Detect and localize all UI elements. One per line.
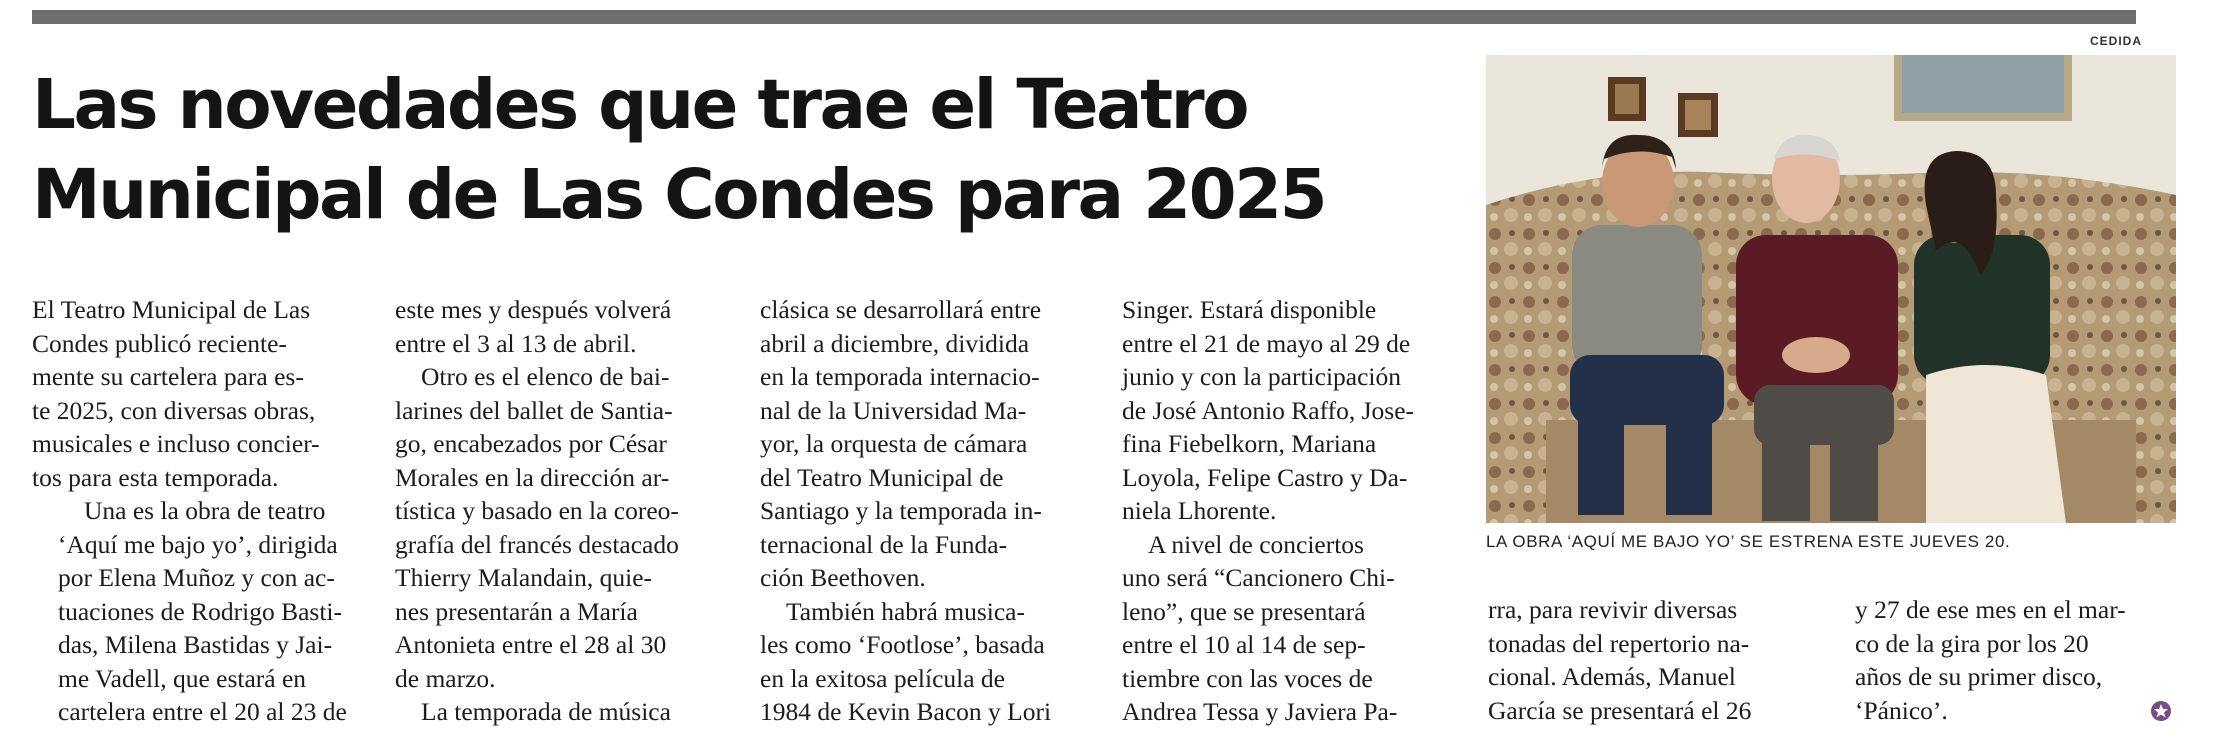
text-line: cartelera entre el 20 al 23 de bbox=[58, 697, 347, 726]
paragraph bbox=[32, 494, 362, 729]
text-line: musicales e incluso concier- bbox=[32, 429, 320, 458]
text-line: Condes publicó reciente- bbox=[32, 328, 287, 358]
article-column-6 bbox=[1855, 593, 2175, 727]
text-line: 1984 de Kevin Bacon y Lori bbox=[760, 697, 1052, 726]
text-line: nes presentarán a María bbox=[395, 596, 638, 626]
text-line: tonadas del repertorio na- bbox=[1488, 628, 1750, 658]
text-line: Santiago y la temporada in- bbox=[760, 496, 1042, 525]
article-column-1 bbox=[32, 293, 362, 729]
text-line: Thierry Malandain, quie- bbox=[395, 563, 653, 592]
text-line: entre el 3 al 13 de abril. bbox=[395, 328, 637, 358]
text-line: de marzo. bbox=[395, 663, 496, 693]
text-line: Singer. Estará disponible bbox=[1122, 295, 1377, 324]
photo-illustration bbox=[1486, 55, 2176, 523]
text-line: larines del ballet de Santia- bbox=[395, 395, 673, 425]
text-line: Una es la obra de teatro bbox=[84, 496, 326, 525]
photo-caption: LA OBRA ‘AQUÍ ME BAJO YO’ SE ESTRENA ESTE JUEVES 20. bbox=[1486, 532, 2011, 551]
text-line: ción Beethoven. bbox=[760, 563, 926, 592]
headline-line-1: Las novedades que trae el Teatro bbox=[32, 65, 1248, 145]
text-line: me Vadell, que estará en bbox=[58, 663, 307, 693]
text-line: Antonieta entre el 28 al 30 bbox=[395, 630, 667, 659]
headline bbox=[32, 60, 1472, 240]
text-line: este mes y después volverá bbox=[395, 295, 672, 324]
text-line: fina Fiebelkorn, Mariana bbox=[1122, 429, 1377, 458]
text-line: La temporada de música bbox=[421, 697, 671, 726]
text-line: El Teatro Municipal de Las bbox=[32, 295, 311, 324]
text-line: García se presentará el 26 bbox=[1488, 695, 1752, 725]
text-line: tística y basado en la coreo- bbox=[395, 496, 679, 525]
text-line: Loyola, Felipe Castro y Da- bbox=[1122, 462, 1408, 492]
text-line: tuaciones de Rodrigo Basti- bbox=[58, 596, 342, 626]
text-line: rra, para revivir diversas bbox=[1488, 595, 1738, 624]
article-column-3 bbox=[760, 293, 1090, 729]
article-column-4 bbox=[1122, 293, 1452, 729]
text-line: leno”, que se presentará bbox=[1122, 596, 1366, 626]
text-line: Otro es el elenco de bai- bbox=[421, 362, 670, 391]
article-photo bbox=[1486, 55, 2176, 523]
text-line: y 27 de ese mes en el mar- bbox=[1855, 595, 2126, 624]
text-line: uno será “Cancionero Chi- bbox=[1122, 563, 1395, 592]
paragraph bbox=[1122, 293, 1452, 528]
paragraph bbox=[1855, 593, 2175, 727]
top-rule bbox=[32, 10, 2136, 24]
text-line: les como ‘Footlose’, basada bbox=[760, 630, 1045, 659]
article-column-5 bbox=[1488, 593, 1818, 727]
text-line: ‘Aquí me bajo yo’, dirigida bbox=[58, 529, 338, 559]
paragraph bbox=[395, 360, 725, 695]
paragraph bbox=[1488, 593, 1818, 727]
text-line: Morales en la dirección ar- bbox=[395, 462, 670, 492]
text-line: A nivel de conciertos bbox=[1148, 529, 1364, 559]
end-of-article-star-icon bbox=[2150, 700, 2172, 722]
text-line: abril a diciembre, dividida bbox=[760, 328, 1030, 358]
paragraph bbox=[32, 293, 362, 494]
text-line: go, encabezados por César bbox=[395, 429, 667, 458]
text-line: También habrá musica- bbox=[786, 596, 1025, 626]
text-line: ‘Pánico’. bbox=[1855, 695, 1948, 725]
text-line: por Elena Muñoz y con ac- bbox=[58, 563, 335, 592]
text-line: das, Milena Bastidas y Jai- bbox=[58, 630, 333, 659]
text-line: cional. Además, Manuel bbox=[1488, 662, 1736, 691]
headline-line-2: Municipal de Las Condes para 2025 bbox=[32, 155, 1326, 235]
text-line: entre el 21 de mayo al 29 de bbox=[1122, 328, 1411, 358]
text-line: entre el 10 al 14 de sep- bbox=[1122, 630, 1366, 659]
text-line: junio y con la participación bbox=[1122, 362, 1401, 391]
paragraph bbox=[395, 695, 725, 729]
paragraph bbox=[760, 595, 1090, 729]
text-line: te 2025, con diversas obras, bbox=[32, 395, 316, 425]
text-line: de José Antonio Raffo, Jose- bbox=[1122, 395, 1415, 425]
article-column-2 bbox=[395, 293, 725, 729]
photo-credit: CEDIDA bbox=[2090, 34, 2143, 48]
text-line: años de su primer disco, bbox=[1855, 662, 2103, 691]
text-line: mente su cartelera para es- bbox=[32, 362, 304, 391]
text-line: nal de la Universidad Ma- bbox=[760, 395, 1027, 425]
text-line: grafía del francés destacado bbox=[395, 529, 679, 559]
text-line: clásica se desarrollará entre bbox=[760, 295, 1042, 324]
text-line: niela Lhorente. bbox=[1122, 496, 1277, 525]
text-line: co de la gira por los 20 bbox=[1855, 628, 2089, 658]
text-line: tos para esta temporada. bbox=[32, 462, 279, 492]
text-line: yor, la orquesta de cámara bbox=[760, 429, 1028, 458]
text-line: en la exitosa película de bbox=[760, 663, 1005, 693]
text-line: Andrea Tessa y Javiera Pa- bbox=[1122, 697, 1398, 726]
paragraph bbox=[760, 293, 1090, 595]
paragraph bbox=[1122, 528, 1452, 729]
text-line: ternacional de la Funda- bbox=[760, 529, 1008, 559]
text-line: del Teatro Municipal de bbox=[760, 462, 1004, 492]
text-line: tiembre con las voces de bbox=[1122, 663, 1373, 693]
text-line: en la temporada internacio- bbox=[760, 362, 1040, 391]
paragraph bbox=[395, 293, 725, 360]
